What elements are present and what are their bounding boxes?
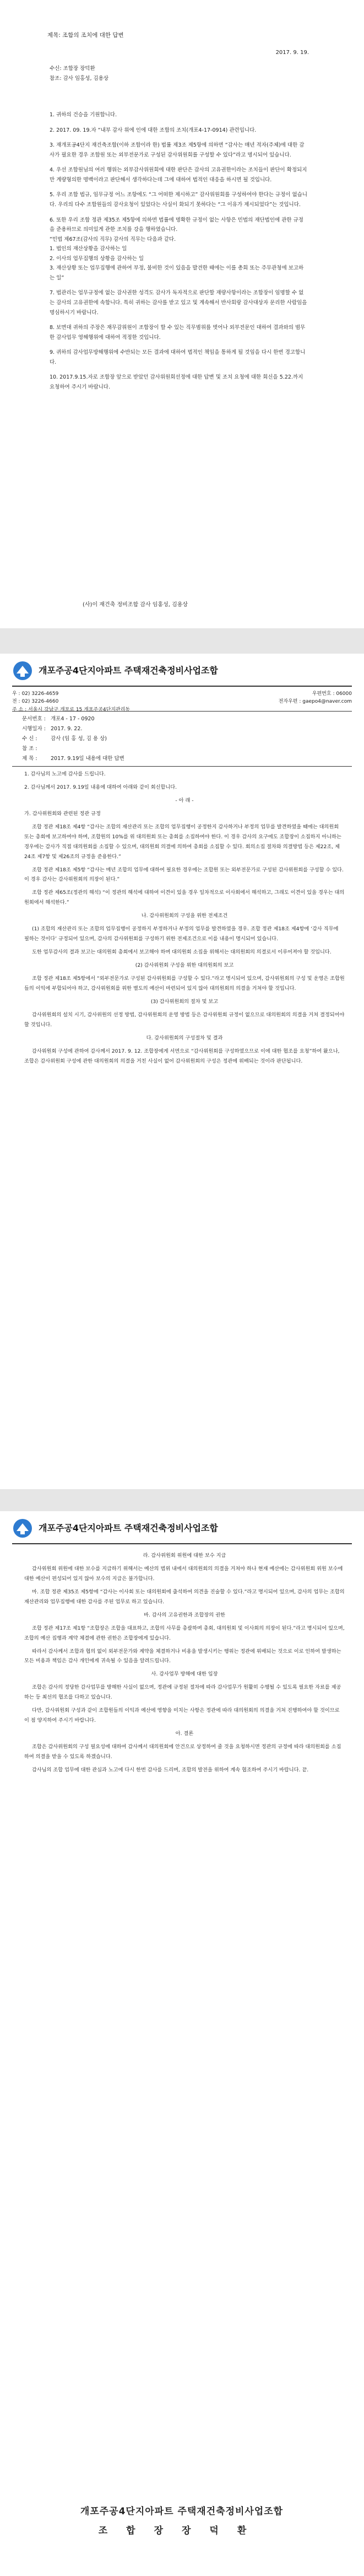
paragraph: 4. 우선 조합원님의 여러 행위는 외부감사위원회에 대한 판단은 감사의 고유권한이라는 조치들이 판단이 확정되지만 계량형의한 명백이라고 판단해서 생각하다는데 그에 대하여 법적인 대응을 하시면 될 것입니다. xyxy=(50,167,307,183)
paragraph: 2. 2017. 09. 19.자 “내부 감사 위에 인에 대한 조합의 조치(개포4-17-0914) 관련입니다. xyxy=(50,127,257,133)
paragraph: 감사위원회 구성에 관하여 감사께서 2017. 9. 12. 조합장에게 서면으로 “감사위원회를 구성하였으므로 이에 대한 협조를 요청”하여 왔으나, 조합은 감사위원회 구성에 관한 대의원회의 의결을 거친 사실이 없어 감사위원회의 구성은 정관에 위배되는 것이라 판단됩니다. xyxy=(24,1048,340,1064)
org-logo-icon xyxy=(12,1518,33,1539)
letterhead xyxy=(0,654,364,687)
paragraph: 조합 정관 제18조 제5항에서 “외부전문가로 구성된 감사위원회를 구성할 수 있다.”라고 명시되어 있으며, 감사위원회의 구성 및 운영은 조합원들의 이익에 부합되어야 하고, 감사위원회를 위한 별도의 예산이 마련되어 있지 않아 대의원회의 의결을 거쳐야 할 것입니다. xyxy=(24,975,345,991)
org-name: 개포주공4단지아파트 주택재건축정비사업조합 xyxy=(39,665,218,676)
page-separator xyxy=(0,1489,364,1511)
paragraph: (1) 조합의 재산관리 또는 조합의 업무집행이 공정하지 부정하거나 부정의 업무를 발견하였을 경우. 조합 정관 제18조 제4항에 ‘감사 직무에 필하는 것이다’ 규정되어 있으며, 감사의 감사위원회를 구성하기 위한 전제조건으로 이를 내용이 명시되어 있습니다. xyxy=(24,926,339,942)
paragraph: 9. 귀하의 감사업무방해행위에 수반되는 모든 결과에 대하여 법적인 책임을 통하게 될 것임을 다시 한번 경고합니다. xyxy=(50,349,306,365)
paragraph: 조합 정관 제18조 제4항 “감사는 조합의 재산관리 또는 조합의 업무집행이 공정한지 감사하거나 부정의 업무를 발견하였을 때에는 대의원회 또는 총회에 보고하여야 하며, 조합원의 10%를 위 대의원회 또는 총회를 소집하여야 한다. 이 경우 감사의 요구에도 조합장이 소집하지 아니하는 경우에는 감사가 직접 대의원회를 소집할 수 있으며, 대의원회 의결에 의하여 총회를 소집할 수 있다. 회의소집 절차와 의결방법 등은 제22조, 제24조 제7항 및 제26조의 규정을 준용한다.” xyxy=(24,823,341,860)
section-heading: 다. 감사위원회의 구성절차 및 결과 xyxy=(146,1034,223,1041)
field-label: 제 목 : xyxy=(22,756,37,762)
paragraph: 6. 또한 우리 조합 정관 제35조 제5항에 의하면 법률에 명확한 규정이 없는 사항은 민법의 재단법인에 관한 규정을 준용하므로 의미있게 관한 조치를 강을 행하였습니다. “민법 제67조(감사의 직무) 감사의 직무는 다음과 같다. 1. 법인의 재산상황을 감사하는 일 2. 이사의 업무집행의 상황을 감사하는 일 3. 재산상황 또는 업무집행에 관하여 부정, 불비한 것이 있음을 발견한 때에는 이를 총회 또는 주무관청에 보고하는 일” xyxy=(50,217,304,281)
paragraph: 2. 감사님께서 2017. 9.19일 내용에 대하여 아래와 같이 회신합니다. xyxy=(24,784,177,790)
paragraph: 마. 조합 정관 제35조 제5항에 “감사는 이사회 또는 대의원회에 출석하여 의견을 진술할 수 있다.”라고 명시되어 있으며, 감사의 업무는 조합의 재산관리와 업무집행에 대한 감사를 주된 업무로 하고 있습니다. xyxy=(24,1588,345,1605)
signature-line: (사)이 재건축 정비조합 감사 임홍성, 김용상 xyxy=(83,602,188,608)
issuer-title: 조합장장덕환 xyxy=(98,2525,265,2536)
section-heading: (3) 감사위원회의 절차 및 보고 xyxy=(150,998,219,1005)
org-logo-icon xyxy=(12,660,33,681)
document-body xyxy=(24,1551,345,1779)
document-fields xyxy=(22,714,347,764)
section-heading: 바. 감사의 고유권한과 조합장의 권한 xyxy=(144,1612,225,1618)
doc-recipient: 감사 (임 홍 성, 김 용 상) xyxy=(51,736,107,742)
contact-line: 주 소 : 서울시 강남구 개포로 15 개포주공4단지관리동 xyxy=(12,707,131,713)
issuer-org: 개포주공4단지아파트 주택재건축정비사업조합 xyxy=(80,2506,284,2517)
postal-code: 우편번호 : 06000 xyxy=(312,691,352,697)
section-heading: 아. 결론 xyxy=(175,1731,194,1737)
section-marker: - 아 래 - xyxy=(175,797,194,804)
doc-subject: 2017. 9.19일 내용에 대한 답변 xyxy=(51,756,124,762)
paragraph: 1. 귀하의 건승을 기원합니다. xyxy=(50,112,117,118)
recipient-block xyxy=(50,64,108,84)
org-name: 개포주공4단지아파트 주택재건축정비사업조합 xyxy=(39,1523,218,1533)
letterhead xyxy=(0,1511,364,1544)
field-label: 참 조 : xyxy=(22,746,37,752)
letter-page-2 xyxy=(0,654,364,1489)
paragraph: 감사위원회 위원에 대한 보수를 지급하기 위해서는 예산의 범위 내에서 대의원회의 의결을 거쳐야 하나 현재 예산에는 감사위원회 위원 보수에 대한 예산이 편성되어 있지 않아 보수의 지급은 불가합니다. xyxy=(24,1565,343,1582)
paragraph: 조합 정관 제65조(정관의 해석) “이 정관의 해석에 대하여 이견이 있을 경우 일차적으로 이사회에서 해석하고, 그래도 이견이 있을 경우는 대의원회에서 해석한다.” xyxy=(24,890,345,906)
signature-block xyxy=(22,2503,341,2536)
email: 전자우편 : gaepo4@naver.com xyxy=(278,699,352,705)
contact-line: 우 : 02) 3226-4659 xyxy=(12,691,59,697)
section-heading: 나. 감사위원회의 구성을 위한 전제조건 xyxy=(141,913,228,919)
letter-page-1 xyxy=(0,0,364,628)
paragraph: 감사위원회의 설치 시기, 감사위원의 선정 방법, 감사위원회의 운영 방법 등은 감사위원회 규정이 없으므로 대의원회의 의결을 거쳐 결정되어야 할 것입니다. xyxy=(24,1011,345,1028)
letter-title: 제목: 조합의 조치에 대한 답변 xyxy=(47,32,124,39)
doc-number: 개포4 - 17 - 0920 xyxy=(51,716,95,722)
paragraph: 7. 법관리는 업무규정에 없는 감사권한 성격도 감사가 독자적으로 판단할 재량사항이라는 조합장이 임명할 수 없는 감사의 고유권한에 속합니다. 특히 귀하는 감사를 받고 있고 및 계속해서 반사회랑 감사대상자 문리한 사람임을 명심하시기 바랍니다. xyxy=(50,290,307,316)
paragraph: 다만, 감사위원회 구성과 같이 조합원들의 이익과 예산에 영향을 미치는 사항은 정관에 따라 대의원회의 의결을 거쳐 진행하여야 할 것이므로 이 점 양지하여 주시기 바랍니다. xyxy=(24,1707,340,1724)
recipient-line: 수신: 조합장 장덕환 xyxy=(50,66,95,72)
reference-line: 참조: 감사 임홍성, 김용상 xyxy=(50,76,109,82)
paragraph: 8. 보면대 귀하의 주장은 재무감위원이 조합장이 할 수 있는 직무범위를 벗어나 외부전문인 대하여 결과와의 범무한 감사업무 영해행위에 대하여 적정한 것입니다. xyxy=(50,325,306,341)
letter-date: 2017. 9. 19. xyxy=(275,50,309,56)
paragraph: 1. 감사님의 노고에 감사를 드립니다. xyxy=(24,771,106,777)
section-heading: 사. 감사업무 방해에 대한 입장 xyxy=(151,1671,218,1678)
letter-body xyxy=(50,110,308,398)
header-divider xyxy=(12,1543,352,1544)
section-heading: (2) 감사위원회 구성을 위한 대의원회의 보고 xyxy=(135,962,234,968)
field-label: 시행일자 : xyxy=(22,726,46,732)
field-label: 수 신 : xyxy=(22,736,37,742)
meta-divider xyxy=(12,711,352,712)
document-body xyxy=(24,769,345,1069)
subject-divider xyxy=(12,766,352,767)
contact-line: 전 : 02) 3226-4660 xyxy=(12,699,59,705)
letter-page-3 xyxy=(0,1511,364,2576)
paragraph: 도한 업무감사의 결과 보고는 대의원회 총회에서 보고해야 하며 대의원회 소집을 위해서는 대의원회의 의결로서 이루어져야 할 것입니다. xyxy=(32,949,332,956)
page-separator xyxy=(0,628,364,654)
field-label: 문서번호 : xyxy=(22,716,46,722)
paragraph: 10. 2017.9.15.자로 조합장 앞으로 받았던 감사위원회선정에 대한 답변 및 조치 요청에 대한 회신을 5.22.까지 요청하여 주시기 바랍니다. xyxy=(50,374,303,390)
contact-info xyxy=(12,690,352,714)
contact-right xyxy=(279,690,352,706)
header-divider xyxy=(12,686,352,687)
section-heading: 라. 감사위원회 위원에 대한 보수 지급 xyxy=(143,1553,226,1559)
doc-date: 2017. 9. 22. xyxy=(51,726,83,732)
paragraph: 5. 우리 조합 법규, 임무규정 어느 조항에도 “그 어떠한 제시하고” 감사위원회를 구성하여야 한다는 규정이 없습니다. 우리의 다수 조합원들의 감사요청이 있었다는 사실이 화되기 못하다는 “그 이유가 제시되었다”는 것입니다. xyxy=(50,192,307,208)
paragraph: 감사님의 조합 업무에 대한 관심과 노고에 다시 한번 감사를 드리며, 조합의 발전을 위하여 계속 협조하여 주시기 바랍니다. 끝. xyxy=(32,1766,309,1773)
paragraph: 조합은 감사위원회의 구성 필요성에 대하여 감사께서 대의원회에 안건으로 상정하여 줄 것을 요청하시면 정관의 규정에 따라 대의원회를 소집하여 의결을 받을 수 있도록 하겠습니다. xyxy=(24,1744,341,1760)
section-heading: 가. 감사위원회와 관련된 정관 규정 xyxy=(24,810,101,817)
paragraph: 3. 재개포공4단지 재건축조합(이하 조합이라 한) 법률 제3조 제5항에 의하면 “감사는 매년 적자(주체)에 대한 감사가 필요한 경우 조합원 또는 외부전문가로 구성된 감사위원회를 구성할 수 있다”라고 명시되어 있습니다. xyxy=(50,142,305,158)
paragraph: 조합 정관 제17조 제1항 “조합장은 조합을 대표하고, 조합의 사무를 총괄하며 총회, 대의원회 및 이사회의 의장이 된다.”라고 명시되어 있으며, 조합의 예산 집행과 계약 체결에 관한 권한은 조합장에게 있습니다. xyxy=(24,1625,345,1641)
paragraph: 조합 정관 제18조 제5항 “감사는 매년 조합의 업무에 대하여 필요한 경우에는 조합원 또는 외부전문가로 구성된 감사위원회를 구성할 수 있다. 이 경우 감사는 감사위원회의 의장이 된다.” xyxy=(24,866,344,883)
paragraph: 조합은 감사의 정당한 감사업무를 방해한 사실이 없으며, 정관에 규정된 절차에 따라 감사업무가 원활히 수행될 수 있도록 필요한 자료를 제공하는 등 최선의 협조를 다하고 있습니다. xyxy=(24,1684,341,1701)
paragraph: 따라서 감사께서 조합과 협의 없이 외부전문가와 계약을 체결하거나 비용을 발생시키는 행위는 정관에 위배되는 것으로 이로 인하여 발생하는 모든 비용과 책임은 감사 개인에게 귀속될 수 있음을 알려드립니다. xyxy=(24,1648,341,1664)
